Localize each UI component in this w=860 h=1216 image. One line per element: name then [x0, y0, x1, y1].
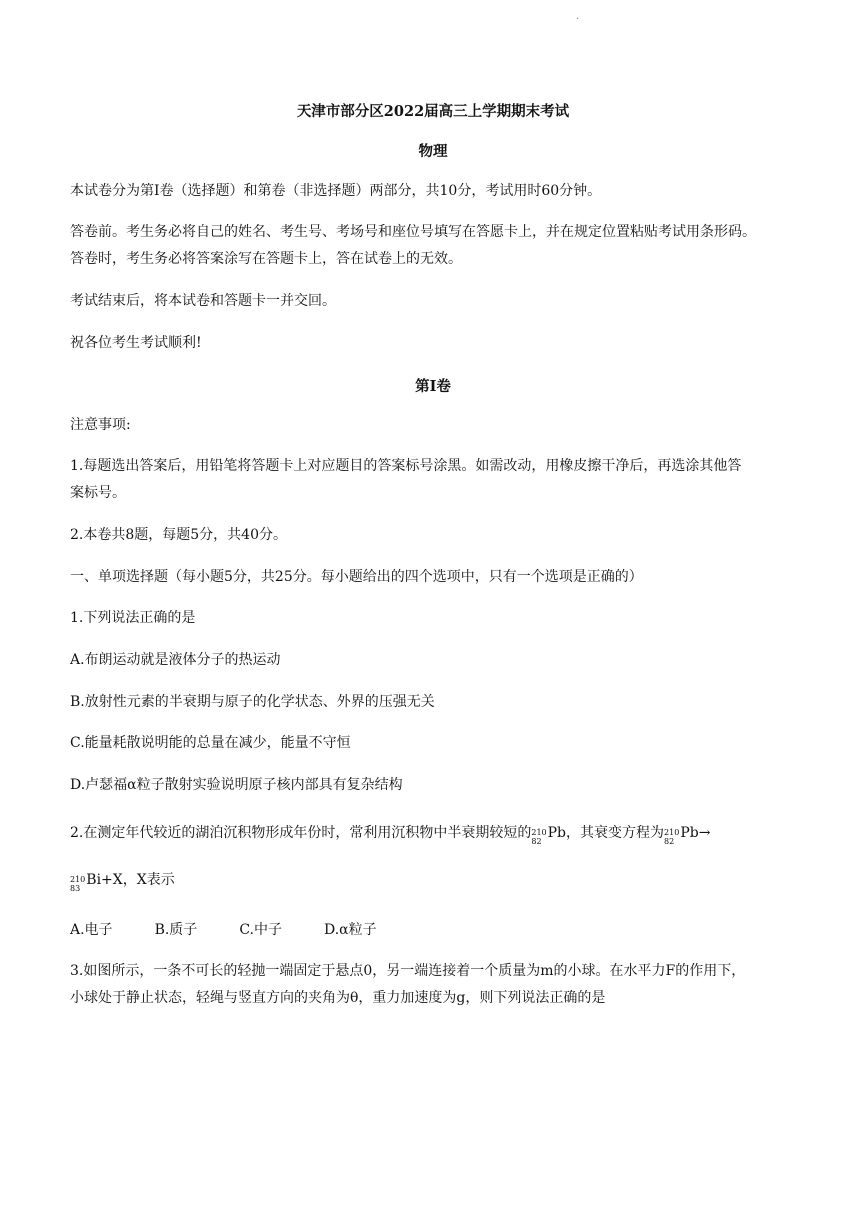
bi-mass-number: 210: [70, 875, 86, 884]
pb-mass-number: 210: [531, 828, 547, 837]
intro-line-4: 考试结束后，将本试卷和答题卡一并交回。: [70, 293, 336, 309]
question-2-stem-a: 2.在测定年代较近的湖泊沉积物形成年份时，常利用沉积物中半衰期较短的: [70, 825, 532, 841]
notes-heading: 注意事项:: [70, 417, 131, 433]
bi-isotope: [70, 866, 175, 895]
header-mark: ·: [576, 14, 580, 25]
intro-line-5: 祝各位考生考试顺利!: [70, 335, 202, 351]
exam-title: 天津市部分区2022届高三上学期期末考试: [296, 103, 570, 120]
bi-atomic-number: 83: [70, 884, 81, 893]
intro-line-1: 本试卷分为第Ⅰ卷（选择题）和第卷（非选择题）两部分，共10分，考试用时60分钟。: [70, 183, 602, 199]
pb-symbol: Pb: [547, 825, 567, 841]
note-1-line-1: 1.每题选出答案后，用铅笔将答题卡上对应题目的答案标号涂黑。如需改动，用橡皮擦干净后，再选涂其他答: [70, 458, 742, 474]
question-1-stem: 1.下列说法正确的是: [70, 610, 196, 626]
note-1-line-2: 案标号。: [70, 485, 126, 501]
question-1-option-d: D.卢瑟福α粒子散射实验说明原子核内部具有复杂结构: [70, 777, 403, 793]
section-title: 第Ⅰ卷: [415, 378, 451, 395]
question-2-option-b: B.质子: [154, 922, 198, 938]
part-1-heading: 一、单项选择题（每小题5分，共25分。每小题给出的四个选项中，只有一个选项是正确的）: [70, 569, 643, 585]
question-3-line-1: 3.如图所示，一条不可长的轻抛一端固定于悬点0，另一端连接着一个质量为m的小球。在水平力F的作用下，: [70, 963, 746, 979]
pb-symbol-eq: Pb: [680, 825, 699, 841]
question-2-option-c: C.中子: [239, 922, 282, 938]
question-1-option-c: C.能量耗散说明能的总量在减少，能量不守恒: [70, 735, 351, 751]
question-1-option-a: A.布朗运动就是液体分子的热运动: [70, 652, 281, 668]
question-1-option-b: B.放射性元素的半衰期与原子的化学状态、外界的压强无关: [70, 694, 435, 710]
note-2: 2.本卷共8题，每题5分，共40分。: [70, 527, 287, 543]
intro-line-2: 答卷前。考生务必将自己的姓名、考生号、考场号和座位号填写在答愿卡上，并在规定位置粘贴考试用条形码。: [70, 224, 756, 240]
decay-arrow: →: [698, 825, 711, 841]
question-2-option-a: A.电子: [70, 922, 113, 938]
bi-rest: Bi+X，X表示: [86, 872, 175, 888]
question-2-option-d: D.α粒子: [323, 922, 377, 938]
question-2-options: [70, 916, 796, 944]
question-2-stem-b: ，其衰变方程为: [566, 825, 665, 841]
pb-isotope-equation: [664, 819, 699, 848]
intro-line-3: 答卷时，考生务必将答案涂写在答题卡上，答在试卷上的无效。: [70, 251, 462, 267]
pb-atomic-number: 82: [531, 837, 542, 846]
subject-title: 物理: [418, 143, 448, 160]
pb-isotope: [531, 819, 566, 848]
question-2-stem-line-2: [70, 866, 796, 895]
pb-atomic-number-eq: 82: [664, 837, 675, 846]
pb-mass-number-eq: 210: [664, 828, 680, 837]
question-3-line-2: 小球处于静止状态，轻绳与竖直方向的夹角为θ，重力加速度为g，则下列说法正确的是: [70, 990, 606, 1006]
question-2-stem-line-1: [70, 819, 796, 848]
